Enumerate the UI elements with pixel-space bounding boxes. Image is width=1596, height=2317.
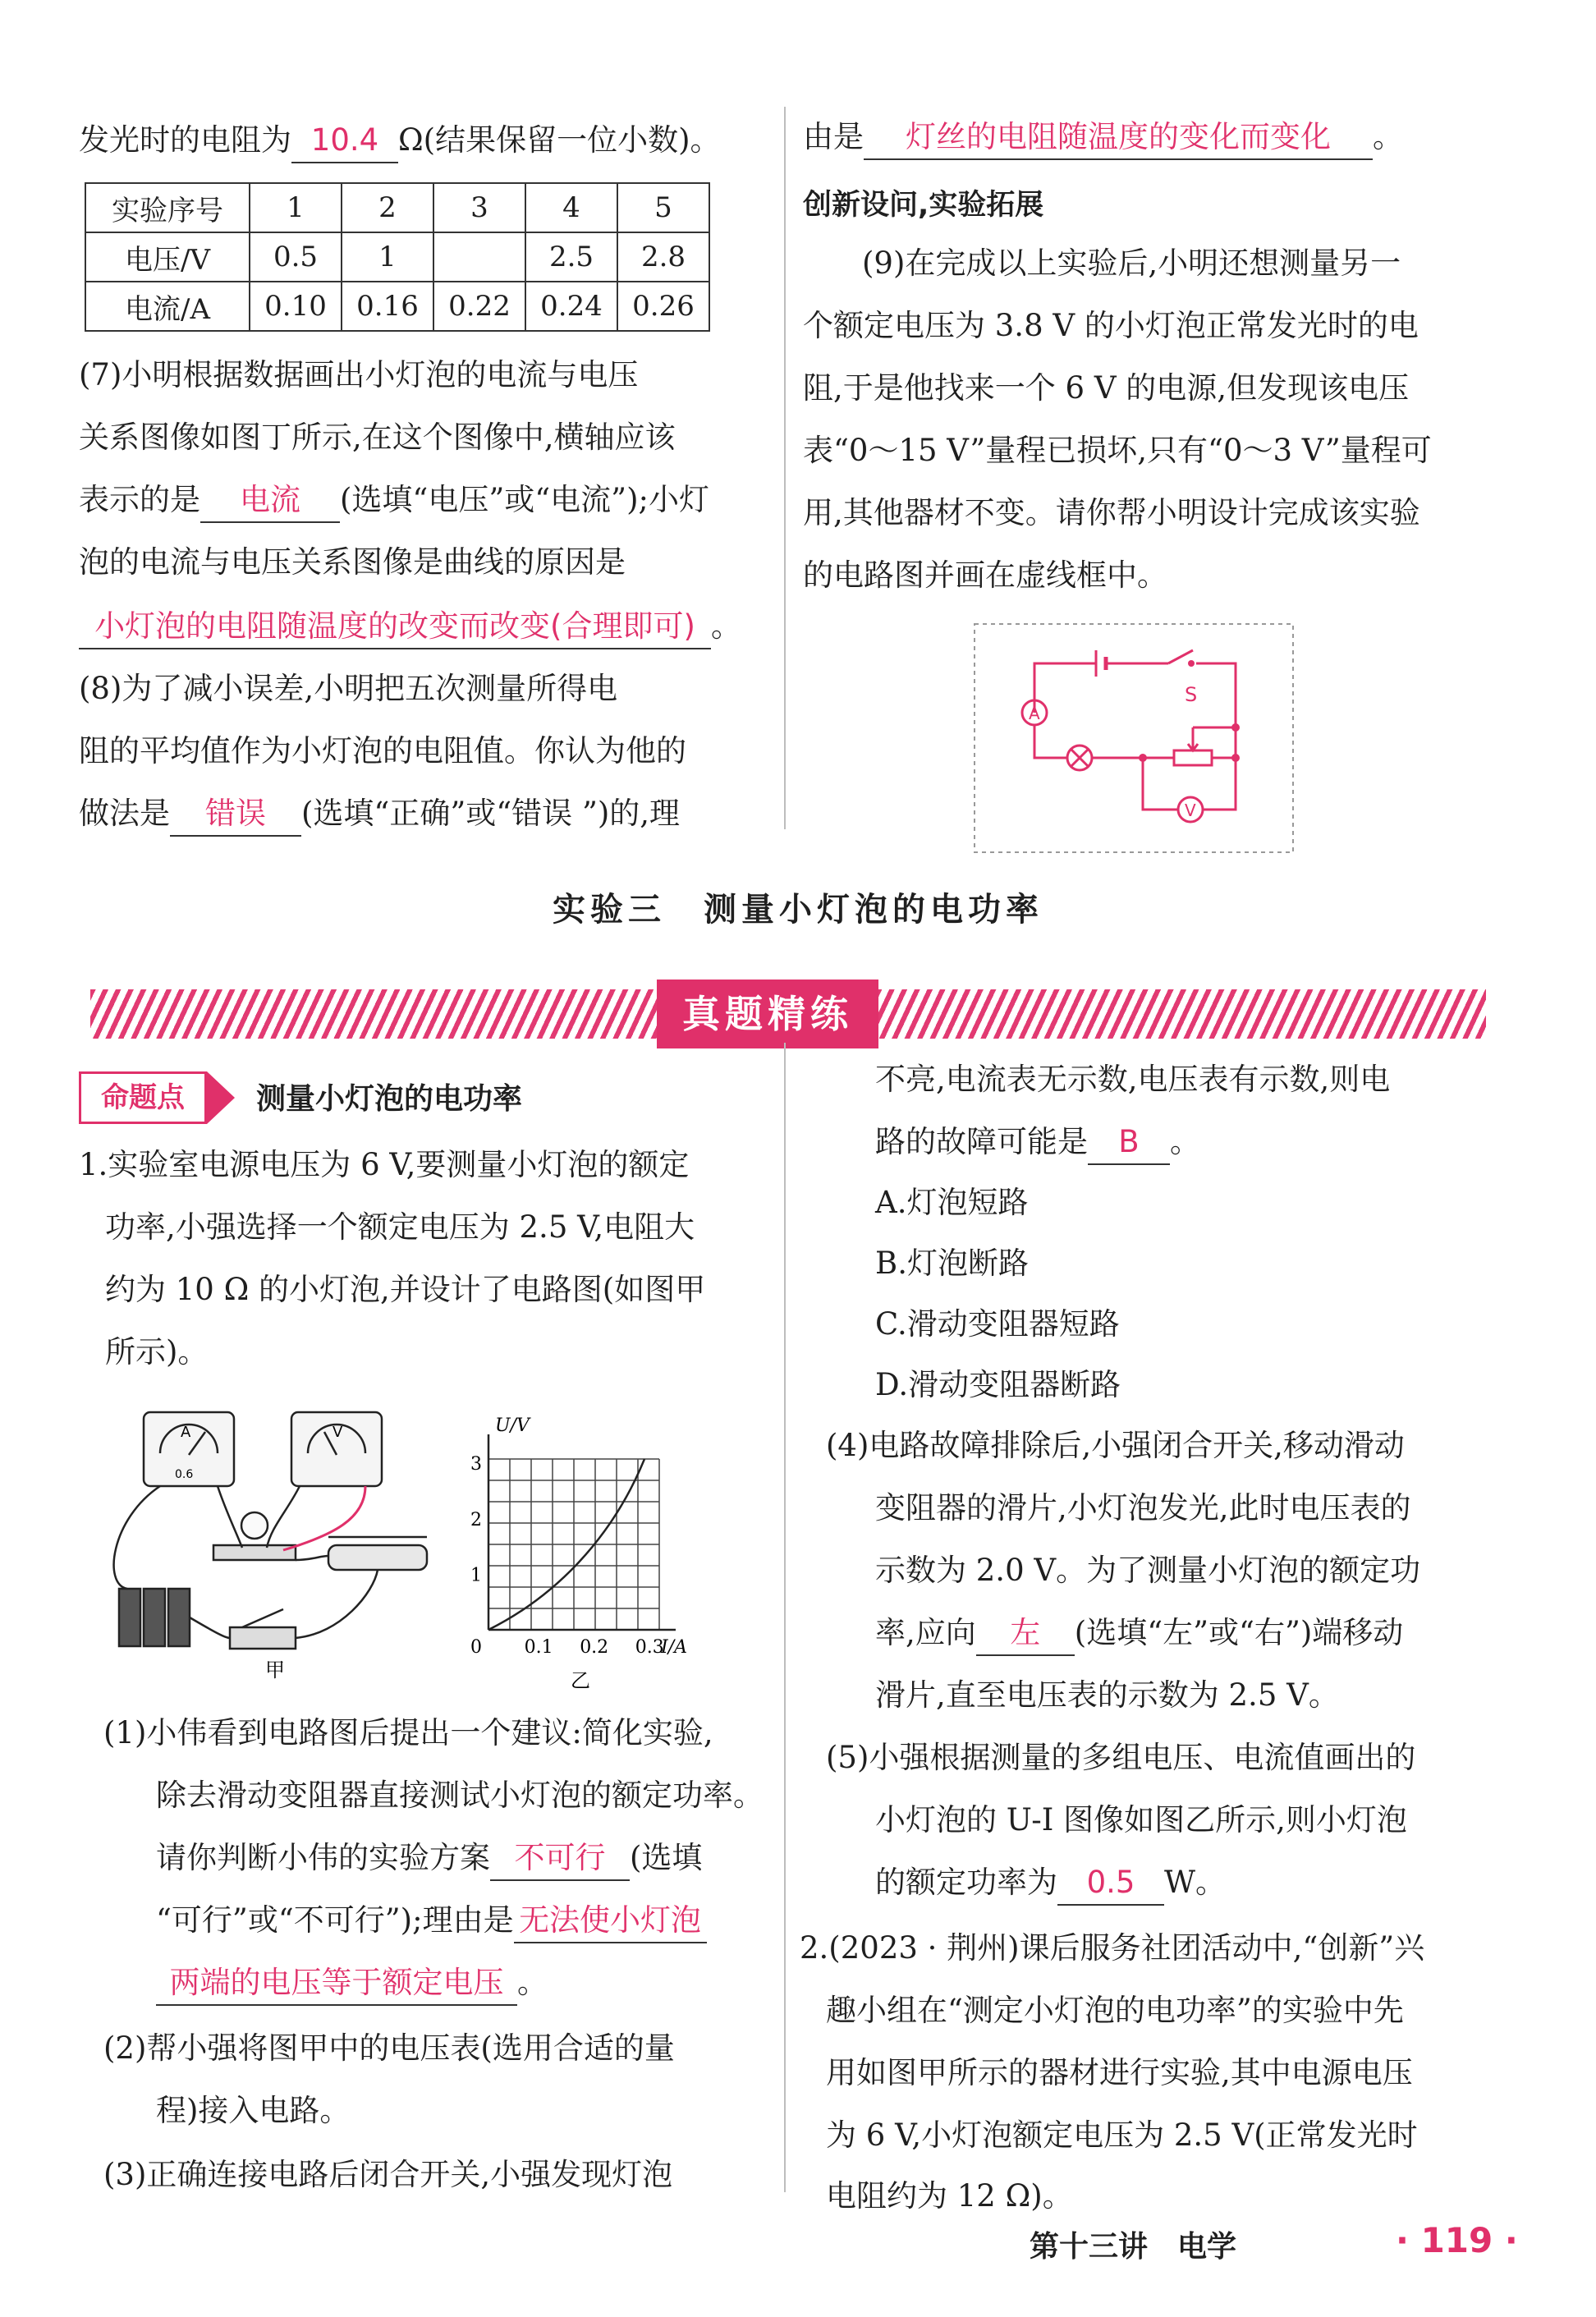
switch-device: [230, 1627, 296, 1649]
s1-line: [156, 1828, 702, 1888]
table-cell: 2: [342, 183, 433, 232]
text: 。: [1373, 119, 1403, 154]
text: 表示的是: [79, 482, 200, 517]
text: Ω(结果保留一位小数)。: [398, 122, 721, 158]
text: 由是: [803, 119, 864, 154]
answer-axis: 电流: [200, 479, 340, 523]
q1-line: 约为 10 Ω 的小灯泡,并设计了电路图(如图甲: [105, 1272, 706, 1307]
text: “可行”或“不可行”);理由是: [156, 1902, 514, 1938]
table-cell: 1: [342, 232, 433, 282]
q7-line: (7)小明根据数据画出小灯泡的电流与电压: [79, 357, 639, 392]
q7-line: [79, 596, 741, 657]
option-c: C.滑动变阻器短路: [875, 1306, 1120, 1342]
table-cell: 2.5: [525, 232, 617, 282]
q2-line: 为 6 V,小灯泡额定电压为 2.5 V(正常发光时: [826, 2117, 1418, 2153]
dashed-frame: [975, 624, 1293, 852]
option-a: A.灯泡短路: [875, 1185, 1029, 1220]
answer-reason-a: 无法使小灯泡: [514, 1899, 707, 1943]
q7-line: 关系图像如图丁所示,在这个图像中,横轴应该: [79, 420, 676, 455]
table-row: [85, 183, 709, 232]
q9-line: 的电路图并画在虚线框中。: [803, 557, 1167, 593]
s3-cont-line: [875, 1112, 1200, 1172]
table-cell: 0.5: [250, 232, 342, 282]
q1-line: 所示)。: [105, 1334, 209, 1370]
s4-line: [875, 1603, 1403, 1663]
q1-line: 功率,小强选择一个额定电压为 2.5 V,电阻大: [105, 1209, 695, 1245]
q8-line: 阻的平均值作为小灯泡的电阻值。你认为他的: [79, 733, 686, 769]
s1-line: 除去滑动变阻器直接测试小灯泡的额定功率。: [156, 1778, 764, 1813]
text: 的额定功率为: [875, 1865, 1057, 1900]
x-axis-label: I/A: [661, 1637, 687, 1658]
page-number: · 119 ·: [1396, 2220, 1518, 2260]
text: (选填“正确”或“错误 ”)的,理: [301, 796, 681, 831]
data-table: [85, 182, 710, 332]
s2-line: 程)接入电路。: [156, 2093, 351, 2128]
table-cell: 3: [433, 183, 525, 232]
q7-line: 泡的电流与电压关系图像是曲线的原因是: [79, 544, 626, 580]
section-title: 实验三 测量小灯泡的电功率: [553, 891, 1043, 929]
chapter-label: 第十三讲 电学: [1030, 2230, 1237, 2264]
topic-title: 测量小灯泡的电功率: [256, 1082, 523, 1116]
s4-line: 变阻器的滑片,小灯泡发光,此时电压表的: [875, 1490, 1411, 1526]
s5-line: 小灯泡的 U-I 图像如图乙所示,则小灯泡: [875, 1802, 1407, 1838]
s3-cont-line: 不亮,电流表无示数,电压表有示数,则电: [875, 1062, 1391, 1097]
answer-method: 错误: [170, 792, 301, 837]
s1-line: [156, 1890, 707, 1951]
x-tick-label: 0.3: [635, 1637, 664, 1658]
answer-reason-2: 灯丝的电阻随温度的变化而变化: [864, 116, 1373, 160]
rheostat-symbol: [1174, 750, 1212, 765]
y-tick-label: 1: [470, 1565, 482, 1586]
s5-line: [875, 1852, 1226, 1913]
text: (选填“左”或“右”)端移动: [1074, 1615, 1404, 1650]
option-d: D.滑动变阻器断路: [875, 1367, 1121, 1402]
table-cell: 0.24: [525, 282, 617, 331]
text: 。: [711, 608, 741, 644]
q2-line: 2.(2023 · 荆州)课后服务社团活动中,“创新”兴: [800, 1930, 1425, 1966]
table-header-cell: 实验序号: [85, 183, 250, 232]
q9-line: (9)在完成以上实验后,小明还想测量另一: [862, 245, 1401, 281]
table-cell: 2.8: [617, 232, 709, 282]
switch-label: S: [1185, 683, 1198, 706]
text: 率,应向: [875, 1615, 976, 1650]
option-b: B.灯泡断路: [875, 1246, 1029, 1281]
circuit-diagram: [973, 622, 1295, 854]
q9-line: 阻,于是他找来一个 6 V 的电源,但发现该电压: [803, 370, 1410, 406]
answer-power: 0.5: [1057, 1861, 1164, 1906]
text: 发光时的电阻为: [79, 122, 291, 158]
table-cell: 0.26: [617, 282, 709, 331]
text: 请你判断小伟的实验方案: [156, 1840, 490, 1875]
column-divider: [784, 1043, 786, 2192]
text: W。: [1164, 1865, 1227, 1900]
table-cell: 0.10: [250, 282, 342, 331]
s3-line: (3)正确连接电路后闭合开关,小强发现灯泡: [103, 2157, 673, 2192]
battery-cell: [144, 1589, 165, 1646]
answer-fault: B: [1088, 1121, 1170, 1165]
ammeter-label: A: [181, 1424, 191, 1441]
y-axis-label: U/V: [495, 1415, 530, 1436]
table-row: [85, 232, 709, 282]
y-tick-label: 2: [470, 1509, 482, 1530]
x-tick-label: 0.2: [580, 1637, 609, 1658]
battery-cell: [168, 1589, 190, 1646]
text: 。: [1170, 1124, 1200, 1159]
table-row: [85, 282, 709, 331]
table-cell: 0.16: [342, 282, 433, 331]
table-cell: 0.22: [433, 282, 525, 331]
text: (选填: [630, 1840, 703, 1875]
q9-line: 个额定电压为 3.8 V 的小灯泡正常发光时的电: [803, 308, 1419, 343]
s1-line: [156, 1952, 548, 2013]
answer-reason: 小灯泡的电阻随温度的改变而改变(合理即可): [79, 605, 711, 649]
ammeter-label: A: [1029, 704, 1040, 723]
text: 做法是: [79, 796, 170, 831]
table-header-cell: 电压/V: [85, 232, 250, 282]
y-tick-label: 3: [470, 1454, 482, 1475]
text: (选填“电压”或“电流”);小灯: [340, 482, 709, 517]
battery-cell: [119, 1589, 140, 1646]
voltmeter-label: V: [332, 1424, 343, 1441]
s4-line: 滑片,直至电压表的示数为 2.5 V。: [875, 1677, 1339, 1713]
q2-line: 用如图甲所示的器材进行实验,其中电源电压: [826, 2055, 1413, 2090]
bulb: [241, 1512, 268, 1539]
answer-direction: 左: [976, 1612, 1075, 1656]
ammeter-range: 0.6: [175, 1468, 194, 1481]
table-cell: 4: [525, 183, 617, 232]
reason-line: [803, 107, 1403, 167]
answer-reason-b: 两端的电压等于额定电压: [156, 1961, 517, 2006]
figure-label-yi: 乙: [571, 1669, 590, 1692]
voltmeter-label: V: [1185, 801, 1196, 820]
banner-title: 真题精练: [657, 980, 878, 1048]
table-cell: 1: [250, 183, 342, 232]
s4-line: (4)电路故障排除后,小强闭合开关,移动滑动: [826, 1428, 1405, 1463]
bulb-base: [213, 1545, 296, 1560]
topic-tag: 命题点: [79, 1071, 207, 1124]
figure-jia-apparatus: [94, 1404, 456, 1683]
q9-line: 表“0～15 V”量程已损坏,只有“0～3 V”量程可: [803, 433, 1432, 468]
column-divider: [784, 107, 786, 829]
q2-line: 趣小组在“测定小灯泡的电功率”的实验中先: [826, 1993, 1404, 2028]
q9-line: 用,其他器材不变。请你帮小明设计完成该实验: [803, 495, 1420, 530]
q7-line: [79, 470, 709, 530]
text: 路的故障可能是: [875, 1124, 1088, 1159]
rheostat-device: [328, 1545, 427, 1570]
q2-line: 电阻约为 12 Ω)。: [826, 2178, 1073, 2214]
q1-line: 1.实验室电源电压为 6 V,要测量小灯泡的额定: [79, 1147, 690, 1182]
figure-yi-graph: [464, 1415, 687, 1692]
q8-line: [79, 783, 680, 844]
origin-label: 0: [470, 1637, 482, 1658]
figure-label-jia: 甲: [265, 1659, 285, 1682]
s4-line: 示数为 2.0 V。为了测量小灯泡的额定功: [875, 1553, 1421, 1588]
answer-resistance: 10.4: [291, 119, 398, 163]
s1-line: (1)小伟看到电路图后提出一个建议:简化实验,: [103, 1715, 713, 1750]
answer-feasible: 不可行: [490, 1837, 630, 1881]
s2-line: (2)帮小强将图甲中的电压表(选用合适的量: [103, 2030, 675, 2066]
s5-line: (5)小强根据测量的多组电压、电流值画出的: [826, 1740, 1416, 1775]
line-resistance: [79, 110, 721, 171]
x-tick-label: 0.1: [524, 1637, 553, 1658]
tag-arrow-icon: [207, 1071, 235, 1124]
q8-line: (8)为了减小误差,小明把五次测量所得电: [79, 671, 618, 706]
table-header-cell: 电流/A: [85, 282, 250, 331]
text: 。: [517, 1965, 548, 2000]
table-cell: [433, 232, 525, 282]
section-subheading: 创新设问,实验拓展: [803, 189, 1044, 222]
table-cell: 5: [617, 183, 709, 232]
